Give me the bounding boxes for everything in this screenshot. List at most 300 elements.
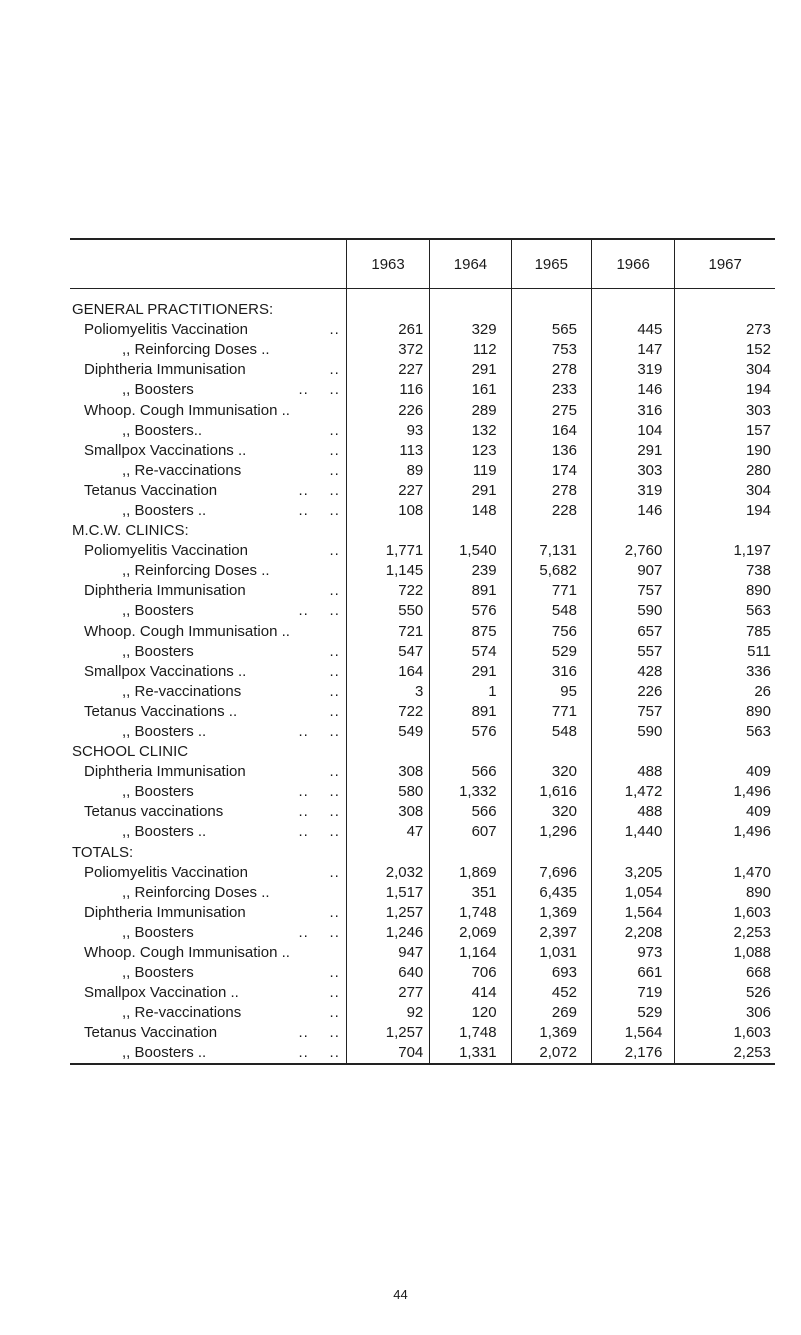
table-cell: 319 (591, 481, 674, 501)
table-cell: 890 (675, 883, 775, 903)
table-cell: 319 (591, 360, 674, 380)
table-cell: 303 (675, 400, 775, 420)
row-label: Poliomyelitis Vaccination (84, 542, 248, 560)
table-cell: 550 (346, 601, 429, 621)
table-cell: 488 (591, 762, 674, 782)
table-cell: 2,072 (511, 1043, 591, 1064)
row-label: Diphtheria Immunisation (84, 361, 246, 379)
table-cell: 563 (675, 601, 775, 621)
table-cell: 147 (591, 340, 674, 360)
row-label: ,, Reinforcing Doses .. (122, 341, 270, 359)
table-cell: 756 (511, 622, 591, 642)
table-row (70, 340, 775, 360)
leader-dots: .. .. (298, 602, 340, 620)
row-label: ,, Boosters (122, 602, 194, 620)
table-row (70, 722, 775, 742)
table-cell (511, 300, 591, 320)
table-cell (591, 521, 674, 541)
table-cell: 973 (591, 943, 674, 963)
table-cell: 580 (346, 782, 429, 802)
section-heading-row (70, 521, 775, 541)
leader-dots: .. .. (298, 501, 340, 519)
table-cell (430, 300, 511, 320)
table-row (70, 581, 775, 601)
leader-dots: .. .. (298, 803, 340, 821)
table-cell: 1,331 (430, 1043, 511, 1064)
row-label: Poliomyelitis Vaccination (84, 321, 248, 339)
table-cell: 1,616 (511, 782, 591, 802)
table-cell: 190 (675, 441, 775, 461)
table-cell: 1,145 (346, 561, 429, 581)
table-cell (591, 288, 674, 300)
row-label: ,, Boosters (122, 381, 194, 399)
table-cell: 7,696 (511, 863, 591, 883)
table-cell: 721 (346, 622, 429, 642)
table-cell: 1,440 (591, 822, 674, 842)
table-cell: 1,088 (675, 943, 775, 963)
table-cell (591, 742, 674, 762)
table-cell: 771 (511, 581, 591, 601)
table-cell: 1,332 (430, 782, 511, 802)
table-cell (430, 742, 511, 762)
row-label: Diphtheria Immunisation (84, 582, 246, 600)
table-cell: 108 (346, 501, 429, 521)
table-cell: 104 (591, 421, 674, 441)
row-label: ,, Reinforcing Doses .. (122, 883, 270, 901)
leader-dots: .. (329, 441, 340, 459)
table-row (70, 441, 775, 461)
table-cell: 164 (346, 662, 429, 682)
table-cell: 907 (591, 561, 674, 581)
row-label: ,, Boosters .. (122, 723, 207, 741)
table-cell (675, 843, 775, 863)
table-row (70, 400, 775, 420)
table-cell: 1,472 (591, 782, 674, 802)
table-cell: 227 (346, 481, 429, 501)
table-cell: 891 (430, 702, 511, 722)
table-cell: 1,054 (591, 883, 674, 903)
table-cell: 1,369 (511, 903, 591, 923)
row-label: Smallpox Vaccination .. (84, 984, 239, 1002)
section-heading-row (70, 843, 775, 863)
table-cell: 136 (511, 441, 591, 461)
table-cell: 329 (430, 320, 511, 340)
table-cell: 2,032 (346, 863, 429, 883)
table-cell: 316 (591, 400, 674, 420)
row-label: ,, Boosters .. (122, 823, 207, 841)
table-cell: 148 (430, 501, 511, 521)
table-row (70, 601, 775, 621)
leader-dots: .. .. (298, 783, 340, 801)
table-cell: 640 (346, 963, 429, 983)
table-cell: 1,197 (675, 541, 775, 561)
section-heading-row (70, 742, 775, 762)
table-row (70, 802, 775, 822)
table-row (70, 963, 775, 983)
row-label: Smallpox Vaccinations .. (84, 662, 247, 680)
table-cell: 549 (346, 722, 429, 742)
table-row (70, 923, 775, 943)
leader-dots: .. (329, 542, 340, 560)
table-cell: 228 (511, 501, 591, 521)
table-cell (346, 300, 429, 320)
table-cell: 194 (675, 380, 775, 400)
table-row (70, 943, 775, 963)
table-cell: 891 (430, 581, 511, 601)
leader-dots: .. (329, 984, 340, 1002)
table-cell: 1 (430, 682, 511, 702)
table-cell: 320 (511, 802, 591, 822)
table-row (70, 883, 775, 903)
table-cell: 526 (675, 983, 775, 1003)
table-body (70, 288, 775, 1064)
leader-dots: .. (329, 964, 340, 982)
table-cell: 351 (430, 883, 511, 903)
table-cell: 372 (346, 340, 429, 360)
table-cell: 1,246 (346, 923, 429, 943)
table-cell: 6,435 (511, 883, 591, 903)
table-cell: 239 (430, 561, 511, 581)
year-header: 1967 (675, 239, 775, 288)
table-cell: 132 (430, 421, 511, 441)
table-cell: 1,564 (591, 903, 674, 923)
table-cell: 1,564 (591, 1023, 674, 1043)
table-cell: 563 (675, 722, 775, 742)
leader-dots: .. .. (298, 481, 340, 499)
table-cell: 1,603 (675, 1023, 775, 1043)
header-blank (70, 239, 346, 288)
table-cell: 890 (675, 581, 775, 601)
row-label: ,, Reinforcing Doses .. (122, 562, 270, 580)
table-cell: 1,771 (346, 541, 429, 561)
table-cell (430, 288, 511, 300)
table-row (70, 782, 775, 802)
table-cell: 785 (675, 622, 775, 642)
table-cell: 576 (430, 722, 511, 742)
table-cell: 120 (430, 1003, 511, 1023)
table-cell: 590 (591, 722, 674, 742)
table-cell: 93 (346, 421, 429, 441)
table-cell: 428 (591, 662, 674, 682)
leader-dots: .. (329, 763, 340, 781)
table-cell: 548 (511, 601, 591, 621)
table-cell: 308 (346, 762, 429, 782)
table-cell (511, 288, 591, 300)
table-cell: 704 (346, 1043, 429, 1064)
table-cell: 277 (346, 983, 429, 1003)
table-cell: 2,069 (430, 923, 511, 943)
table-cell (675, 300, 775, 320)
table-cell: 445 (591, 320, 674, 340)
leader-dots: .. (329, 361, 340, 379)
table-row (70, 622, 775, 642)
table-cell: 2,253 (675, 1043, 775, 1064)
table-cell: 771 (511, 702, 591, 722)
table-cell: 890 (675, 702, 775, 722)
row-label: Whoop. Cough Immunisation .. (84, 944, 290, 962)
table-cell: 123 (430, 441, 511, 461)
table-row (70, 561, 775, 581)
table-row (70, 1043, 775, 1064)
table-row (70, 360, 775, 380)
table-cell (511, 521, 591, 541)
table-cell: 116 (346, 380, 429, 400)
table-row (70, 421, 775, 441)
table-cell: 738 (675, 561, 775, 581)
table-cell (511, 843, 591, 863)
table-cell: 566 (430, 802, 511, 822)
table-cell: 95 (511, 682, 591, 702)
table-cell: 336 (675, 662, 775, 682)
table-row (70, 702, 775, 722)
table-cell: 1,257 (346, 903, 429, 923)
table-row (70, 461, 775, 481)
table-cell: 7,131 (511, 541, 591, 561)
table-cell: 320 (511, 762, 591, 782)
table-cell: 548 (511, 722, 591, 742)
table-cell: 547 (346, 642, 429, 662)
row-label: Whoop. Cough Immunisation .. (84, 622, 290, 640)
table-cell (591, 300, 674, 320)
table-row (70, 662, 775, 682)
table-cell: 557 (591, 642, 674, 662)
table-cell: 164 (511, 421, 591, 441)
table-cell: 152 (675, 340, 775, 360)
row-label: ,, Boosters .. (122, 1044, 207, 1062)
table-row (70, 983, 775, 1003)
leader-dots: .. .. (298, 823, 340, 841)
table-cell: 2,397 (511, 923, 591, 943)
table-cell: 706 (430, 963, 511, 983)
row-label: ,, Boosters (122, 642, 194, 660)
table-header (70, 239, 775, 288)
year-header: 1965 (511, 239, 591, 288)
table-cell: 3,205 (591, 863, 674, 883)
table-cell: 452 (511, 983, 591, 1003)
table-cell: 1,869 (430, 863, 511, 883)
table-row (70, 822, 775, 842)
table-cell: 1,296 (511, 822, 591, 842)
table-cell: 304 (675, 481, 775, 501)
table-cell (346, 742, 429, 762)
table-cell (675, 288, 775, 300)
leader-dots: .. (329, 461, 340, 479)
table-cell: 92 (346, 1003, 429, 1023)
leader-dots: .. (329, 321, 340, 339)
table-cell: 722 (346, 702, 429, 722)
table-cell: 261 (346, 320, 429, 340)
table-cell: 2,253 (675, 923, 775, 943)
table-cell (675, 521, 775, 541)
table-cell: 89 (346, 461, 429, 481)
table-cell: 233 (511, 380, 591, 400)
table-cell (346, 288, 429, 300)
table-cell: 757 (591, 581, 674, 601)
row-label: ,, Boosters .. (122, 501, 207, 519)
row-label: Diphtheria Immunisation (84, 903, 246, 921)
table-cell (346, 843, 429, 863)
table-row (70, 1003, 775, 1023)
table-cell: 304 (675, 360, 775, 380)
table-cell: 1,164 (430, 943, 511, 963)
table-cell: 227 (346, 360, 429, 380)
table-cell: 291 (430, 481, 511, 501)
table-cell: 661 (591, 963, 674, 983)
table-cell: 590 (591, 601, 674, 621)
leader-dots: .. (329, 682, 340, 700)
table-cell: 1,257 (346, 1023, 429, 1043)
row-label: Tetanus Vaccination (84, 481, 218, 499)
table-row (70, 501, 775, 521)
leader-dots: .. .. (298, 923, 340, 941)
table-cell: 1,470 (675, 863, 775, 883)
table-cell: 113 (346, 441, 429, 461)
leader-dots: .. (329, 582, 340, 600)
table-row (70, 320, 775, 340)
table-row (70, 863, 775, 883)
table-cell: 280 (675, 461, 775, 481)
table-cell: 278 (511, 360, 591, 380)
row-label: Whoop. Cough Immunisation .. (84, 401, 290, 419)
table-cell: 607 (430, 822, 511, 842)
table-cell: 1,369 (511, 1023, 591, 1043)
row-label: ,, Boosters (122, 964, 194, 982)
leader-dots: .. (329, 903, 340, 921)
table-cell (430, 521, 511, 541)
table-cell: 719 (591, 983, 674, 1003)
leader-dots: .. (329, 863, 340, 881)
section-title: TOTALS: (72, 843, 134, 861)
table-cell: 47 (346, 822, 429, 842)
table-cell: 1,496 (675, 782, 775, 802)
table-row (70, 762, 775, 782)
year-header: 1963 (346, 239, 429, 288)
table-cell: 291 (430, 360, 511, 380)
table-cell: 693 (511, 963, 591, 983)
table-row (70, 903, 775, 923)
table-cell: 3 (346, 682, 429, 702)
row-label: ,, Boosters (122, 783, 194, 801)
table-cell: 289 (430, 400, 511, 420)
table-cell: 146 (591, 380, 674, 400)
row-label: Poliomyelitis Vaccination (84, 863, 248, 881)
table-cell: 112 (430, 340, 511, 360)
row-label: ,, Re-vaccinations (122, 1004, 242, 1022)
table-row (70, 481, 775, 501)
table-cell: 722 (346, 581, 429, 601)
table-row (70, 682, 775, 702)
table-cell: 529 (591, 1003, 674, 1023)
table-cell: 668 (675, 963, 775, 983)
table-cell: 146 (591, 501, 674, 521)
table-cell: 226 (591, 682, 674, 702)
table-cell: 306 (675, 1003, 775, 1023)
table-cell: 2,176 (591, 1043, 674, 1064)
table-cell: 5,682 (511, 561, 591, 581)
table-cell: 273 (675, 320, 775, 340)
table-cell: 529 (511, 642, 591, 662)
table-cell: 194 (675, 501, 775, 521)
table-cell: 119 (430, 461, 511, 481)
table-cell (346, 521, 429, 541)
table-cell: 316 (511, 662, 591, 682)
table-cell: 1,031 (511, 943, 591, 963)
leader-dots: .. (329, 421, 340, 439)
table-cell: 1,603 (675, 903, 775, 923)
row-label: ,, Boosters.. (122, 421, 203, 439)
row-label: Tetanus vaccinations (84, 803, 224, 821)
table-cell: 947 (346, 943, 429, 963)
table-cell: 1,748 (430, 1023, 511, 1043)
row-label: Tetanus Vaccinations .. (84, 702, 238, 720)
leader-dots: .. .. (298, 1024, 340, 1042)
table-cell: 409 (675, 762, 775, 782)
vaccination-table (70, 238, 775, 1065)
table-cell (430, 843, 511, 863)
table-cell (511, 742, 591, 762)
table-cell: 566 (430, 762, 511, 782)
table-row (70, 1023, 775, 1043)
table-cell: 1,748 (430, 903, 511, 923)
table-cell: 303 (591, 461, 674, 481)
table-cell: 1,496 (675, 822, 775, 842)
row-label: Smallpox Vaccinations .. (84, 441, 247, 459)
leader-dots: .. (329, 662, 340, 680)
row-label: Tetanus Vaccination (84, 1024, 218, 1042)
leader-dots: .. (329, 702, 340, 720)
table-cell: 875 (430, 622, 511, 642)
table-cell: 1,540 (430, 541, 511, 561)
row-label: Diphtheria Immunisation (84, 763, 246, 781)
table-cell: 161 (430, 380, 511, 400)
table-cell: 174 (511, 461, 591, 481)
table-cell: 269 (511, 1003, 591, 1023)
leader-dots: .. .. (298, 722, 340, 740)
section-heading-row (70, 300, 775, 320)
table-cell: 157 (675, 421, 775, 441)
table-cell (675, 742, 775, 762)
table-cell: 409 (675, 802, 775, 822)
table-row (70, 642, 775, 662)
leader-dots: .. (329, 642, 340, 660)
year-header: 1966 (591, 239, 674, 288)
row-label: ,, Re-vaccinations (122, 461, 242, 479)
leader-dots: .. (329, 1004, 340, 1022)
section-title: SCHOOL CLINIC (72, 743, 189, 761)
table-cell: 753 (511, 340, 591, 360)
table-cell: 488 (591, 802, 674, 822)
row-label: ,, Re-vaccinations (122, 682, 242, 700)
table-cell: 308 (346, 802, 429, 822)
page-number: 44 (393, 1287, 408, 1302)
row-label: ,, Boosters (122, 923, 194, 941)
section-title: M.C.W. CLINICS: (72, 522, 189, 540)
table-cell: 565 (511, 320, 591, 340)
table-cell: 226 (346, 400, 429, 420)
table-cell: 414 (430, 983, 511, 1003)
table-cell: 26 (675, 682, 775, 702)
table-cell: 576 (430, 601, 511, 621)
section-title: GENERAL PRACTITIONERS: (72, 301, 274, 319)
table-cell: 291 (591, 441, 674, 461)
table-row (70, 541, 775, 561)
table-cell (591, 843, 674, 863)
table-cell: 275 (511, 400, 591, 420)
table-row (70, 380, 775, 400)
table-cell: 1,517 (346, 883, 429, 903)
table-cell: 2,760 (591, 541, 674, 561)
table-cell: 511 (675, 642, 775, 662)
